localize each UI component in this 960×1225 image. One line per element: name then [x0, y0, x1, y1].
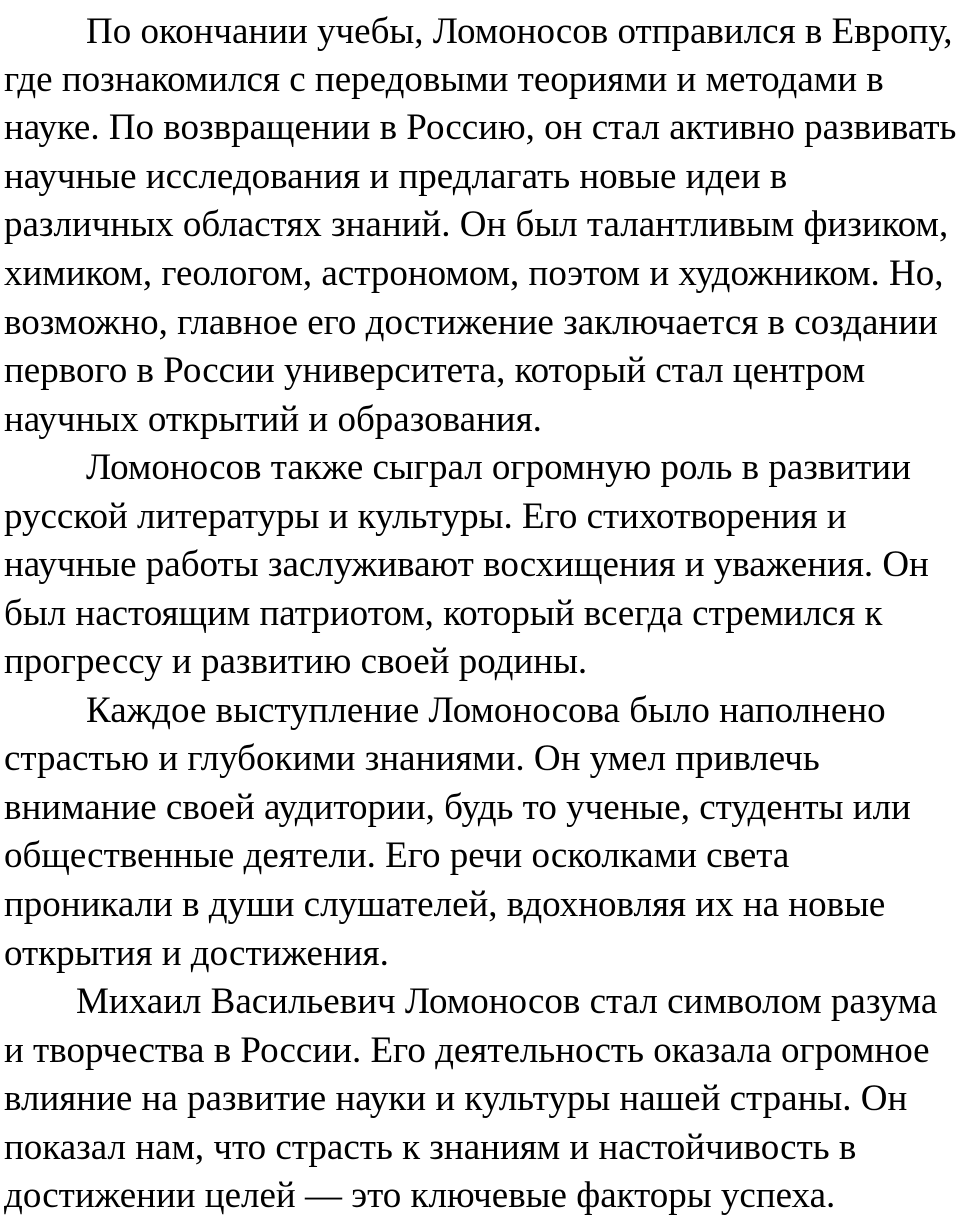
- text-line: различных областях знаний. Он был талантливым физиком,: [4, 204, 949, 245]
- text-line: возможно, главное его достижение заключается в создании: [4, 302, 938, 343]
- text-line: Михаил Васильевич Ломоносов стал символом разума: [76, 981, 938, 1022]
- text-line: химиком, геологом, астрономом, поэтом и художником. Но,: [4, 253, 944, 294]
- text-line: первого в России университета, который стал центром: [4, 350, 866, 391]
- text-line: общественные деятели. Его речи осколками света: [4, 835, 790, 876]
- text-line: показал нам, что страсть к знаниям и настойчивость в: [4, 1127, 857, 1168]
- text-line: внимание своей аудитории, будь то ученые, студенты или: [4, 787, 911, 828]
- text-line: достижении целей — это ключевые факторы успеха.: [4, 1175, 836, 1216]
- text-line: прогрессу и развитию своей родины.: [4, 641, 588, 682]
- text-line: влияние на развитие науки и культуры нашей страны. Он: [4, 1078, 908, 1119]
- text-line: открытия и достижения.: [4, 933, 389, 974]
- text-line: проникали в души слушателей, вдохновляя их на новые: [4, 884, 886, 925]
- text-line: русской литературы и культуры. Его стихотворения и: [4, 496, 847, 537]
- text-line: был настоящим патриотом, который всегда стремился к: [4, 593, 883, 634]
- text-line: По окончании учебы, Ломоносов отправился в Европу,: [86, 11, 953, 52]
- text-line: науке. По возвращении в Россию, он стал активно развивать: [4, 107, 957, 148]
- text-line: где познакомился с передовыми теориями и методами в: [4, 59, 884, 100]
- text-line: научных открытий и образования.: [4, 399, 542, 440]
- text-line: страстью и глубокими знаниями. Он умел привлечь: [4, 738, 820, 779]
- text-line: научные исследования и предлагать новые идеи в: [4, 156, 788, 197]
- text-line: Каждое выступление Ломоносова было наполнено: [86, 690, 886, 731]
- text-line: научные работы заслуживают восхищения и уважения. Он: [4, 544, 929, 585]
- text-line: Ломоносов также сыграл огромную роль в развитии: [86, 447, 911, 488]
- text-line: и творчества в России. Его деятельность оказала огромное: [4, 1030, 930, 1071]
